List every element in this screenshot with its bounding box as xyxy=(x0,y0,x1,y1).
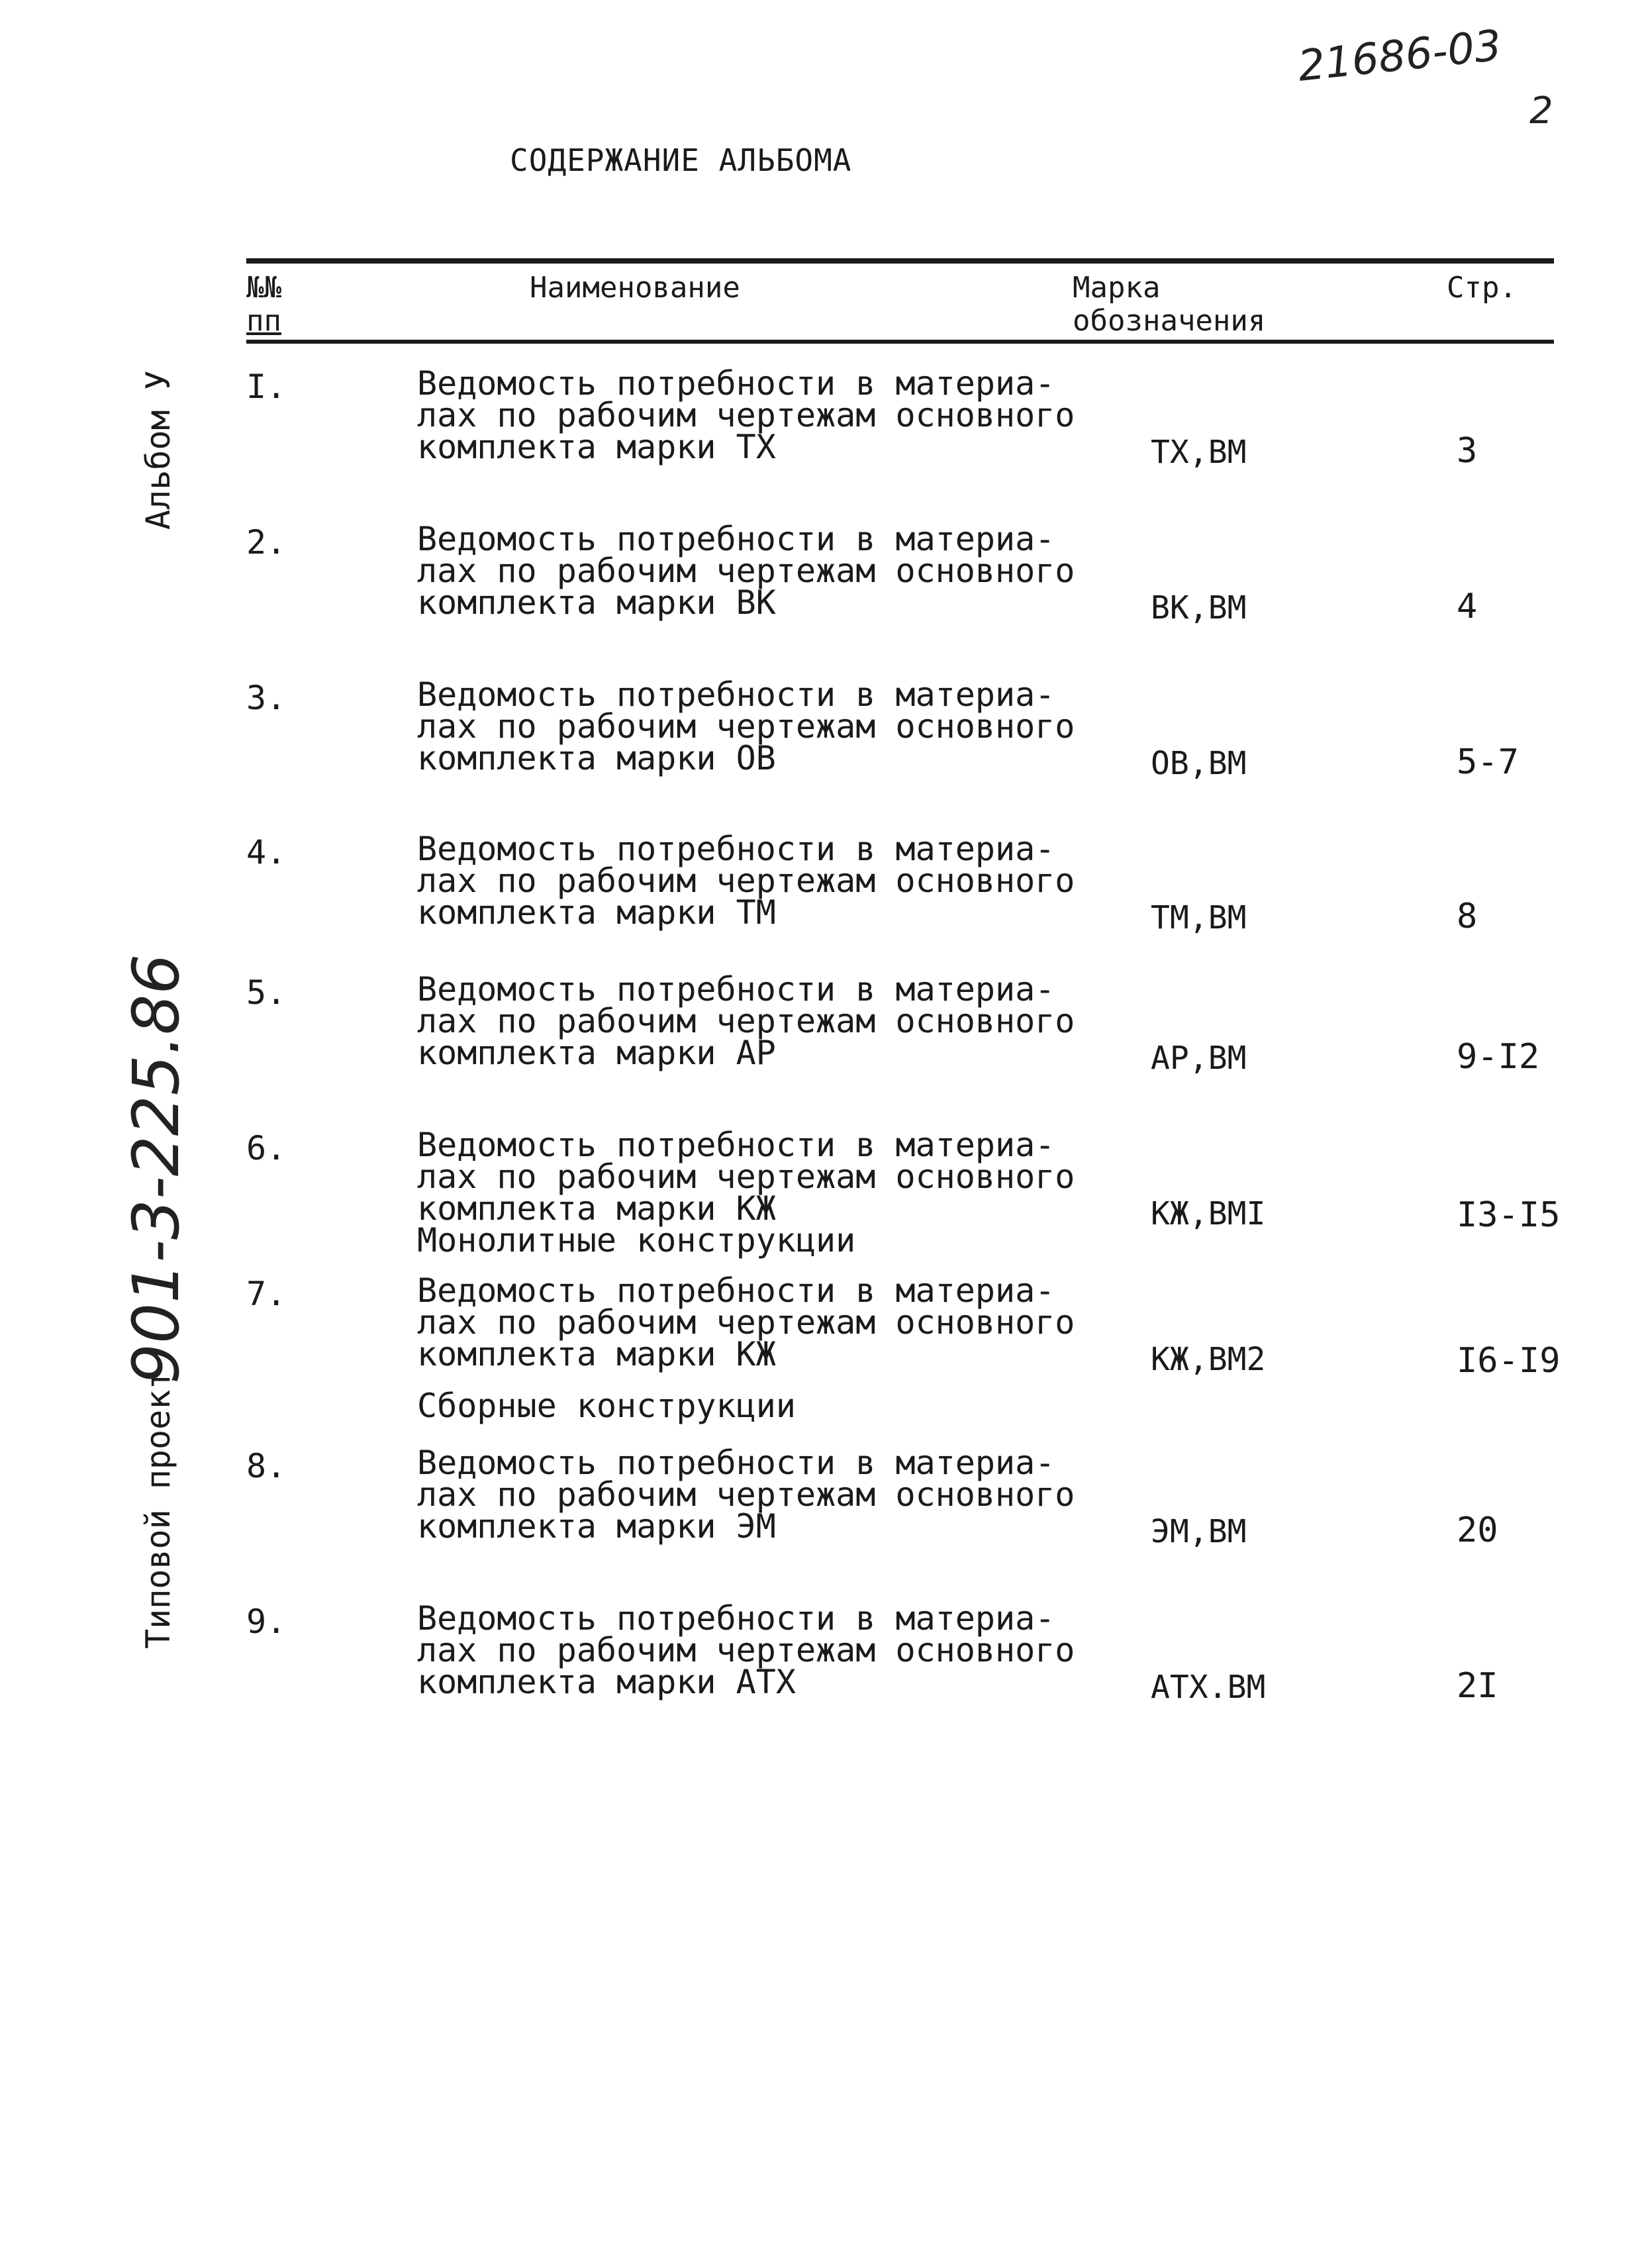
row-name-line: комплекта марки ВК xyxy=(417,583,776,622)
row-number: 7. xyxy=(246,1275,287,1313)
row-name xyxy=(417,520,1079,622)
row-name xyxy=(417,1599,1079,1701)
row-page: 8 xyxy=(1457,897,1478,936)
row-name-line: лах по рабочим чертежам основного xyxy=(417,1158,1075,1196)
row-mark: КЖ,ВМI xyxy=(1151,1195,1266,1232)
row-mark: ОВ,ВМ xyxy=(1151,745,1247,782)
row-name xyxy=(417,675,1079,777)
row-mark: ЭМ,ВМ xyxy=(1151,1513,1247,1550)
row-name-line: Ведомость потребности в материа- xyxy=(417,1271,1055,1310)
row-name-line: лах по рабочим чертежам основного xyxy=(417,396,1075,434)
row-page: I6-I9 xyxy=(1457,1341,1561,1381)
row-number: 4. xyxy=(246,833,287,871)
row-name-line: комплекта марки АТХ xyxy=(417,1663,796,1701)
row-name-line: Ведомость потребности в материа- xyxy=(417,520,1055,558)
side-project-code: 901-3-225.86 xyxy=(119,954,193,1384)
row-page: 4 xyxy=(1457,587,1478,626)
column-header-number-line1: №№ xyxy=(246,271,281,305)
row-mark: ТХ,ВМ xyxy=(1151,434,1247,471)
row-number: 6. xyxy=(246,1129,287,1167)
page-number: 2 xyxy=(1529,89,1553,132)
row-page: 5-7 xyxy=(1457,742,1519,782)
column-header-mark xyxy=(1073,271,1265,338)
row-name-line: лах по рабочим чертежам основного xyxy=(417,707,1075,746)
row-name-line: комплекта марки ТХ xyxy=(417,428,776,466)
row-number: 9. xyxy=(246,1602,287,1641)
row-page: 3 xyxy=(1457,431,1478,471)
row-name-line: Ведомость потребности в материа- xyxy=(417,675,1055,714)
row-name-line: лах по рабочим чертежам основного xyxy=(417,1631,1075,1669)
row-name-line: комплекта марки ЭМ xyxy=(417,1507,776,1546)
row-mark: АТХ.ВМ xyxy=(1151,1669,1266,1706)
row-name-line: Ведомость потребности в материа- xyxy=(417,1444,1055,1482)
row-page: I3-I5 xyxy=(1457,1195,1561,1235)
row-name-line: комплекта марки АР xyxy=(417,1034,776,1072)
row-number: 2. xyxy=(246,523,287,562)
row-name xyxy=(417,1271,1079,1425)
column-header-mark-line1: Марка xyxy=(1073,271,1161,305)
row-page: 20 xyxy=(1457,1510,1498,1550)
table-header-rule xyxy=(246,340,1554,344)
row-mark: ТМ,ВМ xyxy=(1151,899,1247,936)
document-number: 21686-03 xyxy=(1295,21,1504,91)
row-mark: КЖ,ВМ2 xyxy=(1151,1341,1266,1378)
row-name-line: Ведомость потребности в материа- xyxy=(417,830,1055,868)
row-name xyxy=(417,1444,1079,1546)
row-name-line: комплекта марки КЖ xyxy=(417,1335,776,1373)
row-number: I. xyxy=(246,368,287,406)
column-header-number xyxy=(246,271,293,338)
row-name-line: Ведомость потребности в материа- xyxy=(417,364,1055,403)
side-project-label: Типовой проект xyxy=(139,1369,177,1649)
row-name-line: комплекта марки ТМ xyxy=(417,893,776,932)
row-name-line: Сборные конструкции xyxy=(417,1387,796,1425)
row-name xyxy=(417,970,1079,1072)
row-number: 8. xyxy=(246,1447,287,1485)
row-name xyxy=(417,830,1079,932)
row-name-line: Ведомость потребности в материа- xyxy=(417,1599,1055,1638)
row-page: 9-I2 xyxy=(1457,1037,1540,1077)
row-mark: ВК,ВМ xyxy=(1151,589,1247,626)
row-name-line: Монолитные конструкции xyxy=(417,1221,856,1259)
row-name-line: комплекта марки КЖ xyxy=(417,1189,776,1228)
row-name-line: комплекта марки ОВ xyxy=(417,739,776,777)
row-name-line: лах по рабочим чертежам основного xyxy=(417,1002,1075,1040)
row-name-line: лах по рабочим чертежам основного xyxy=(417,1475,1075,1514)
table-top-rule xyxy=(246,258,1554,264)
row-name-line: лах по рабочим чертежам основного xyxy=(417,1303,1075,1342)
row-mark: АР,ВМ xyxy=(1151,1040,1247,1077)
column-header-page: Стр. xyxy=(1447,271,1517,305)
column-header-mark-line2: обозначения xyxy=(1073,304,1266,338)
row-name xyxy=(417,1126,1079,1259)
row-page: 2I xyxy=(1457,1666,1498,1706)
row-name-line: лах по рабочим чертежам основного xyxy=(417,552,1075,590)
side-album-label: Альбом У xyxy=(139,370,177,530)
row-name-line: Ведомость потребности в материа- xyxy=(417,970,1055,1009)
row-number: 3. xyxy=(246,679,287,717)
column-header-name: Наименование xyxy=(530,271,740,305)
row-number: 5. xyxy=(246,973,287,1012)
row-name-line: Ведомость потребности в материа- xyxy=(417,1126,1055,1164)
row-name-line: лах по рабочим чертежам основного xyxy=(417,862,1075,900)
row-name xyxy=(417,364,1079,466)
column-header-number-line2: пп xyxy=(246,304,281,338)
page-title: СОДЕРЖАНИЕ АЛЬБОМА xyxy=(510,142,852,178)
